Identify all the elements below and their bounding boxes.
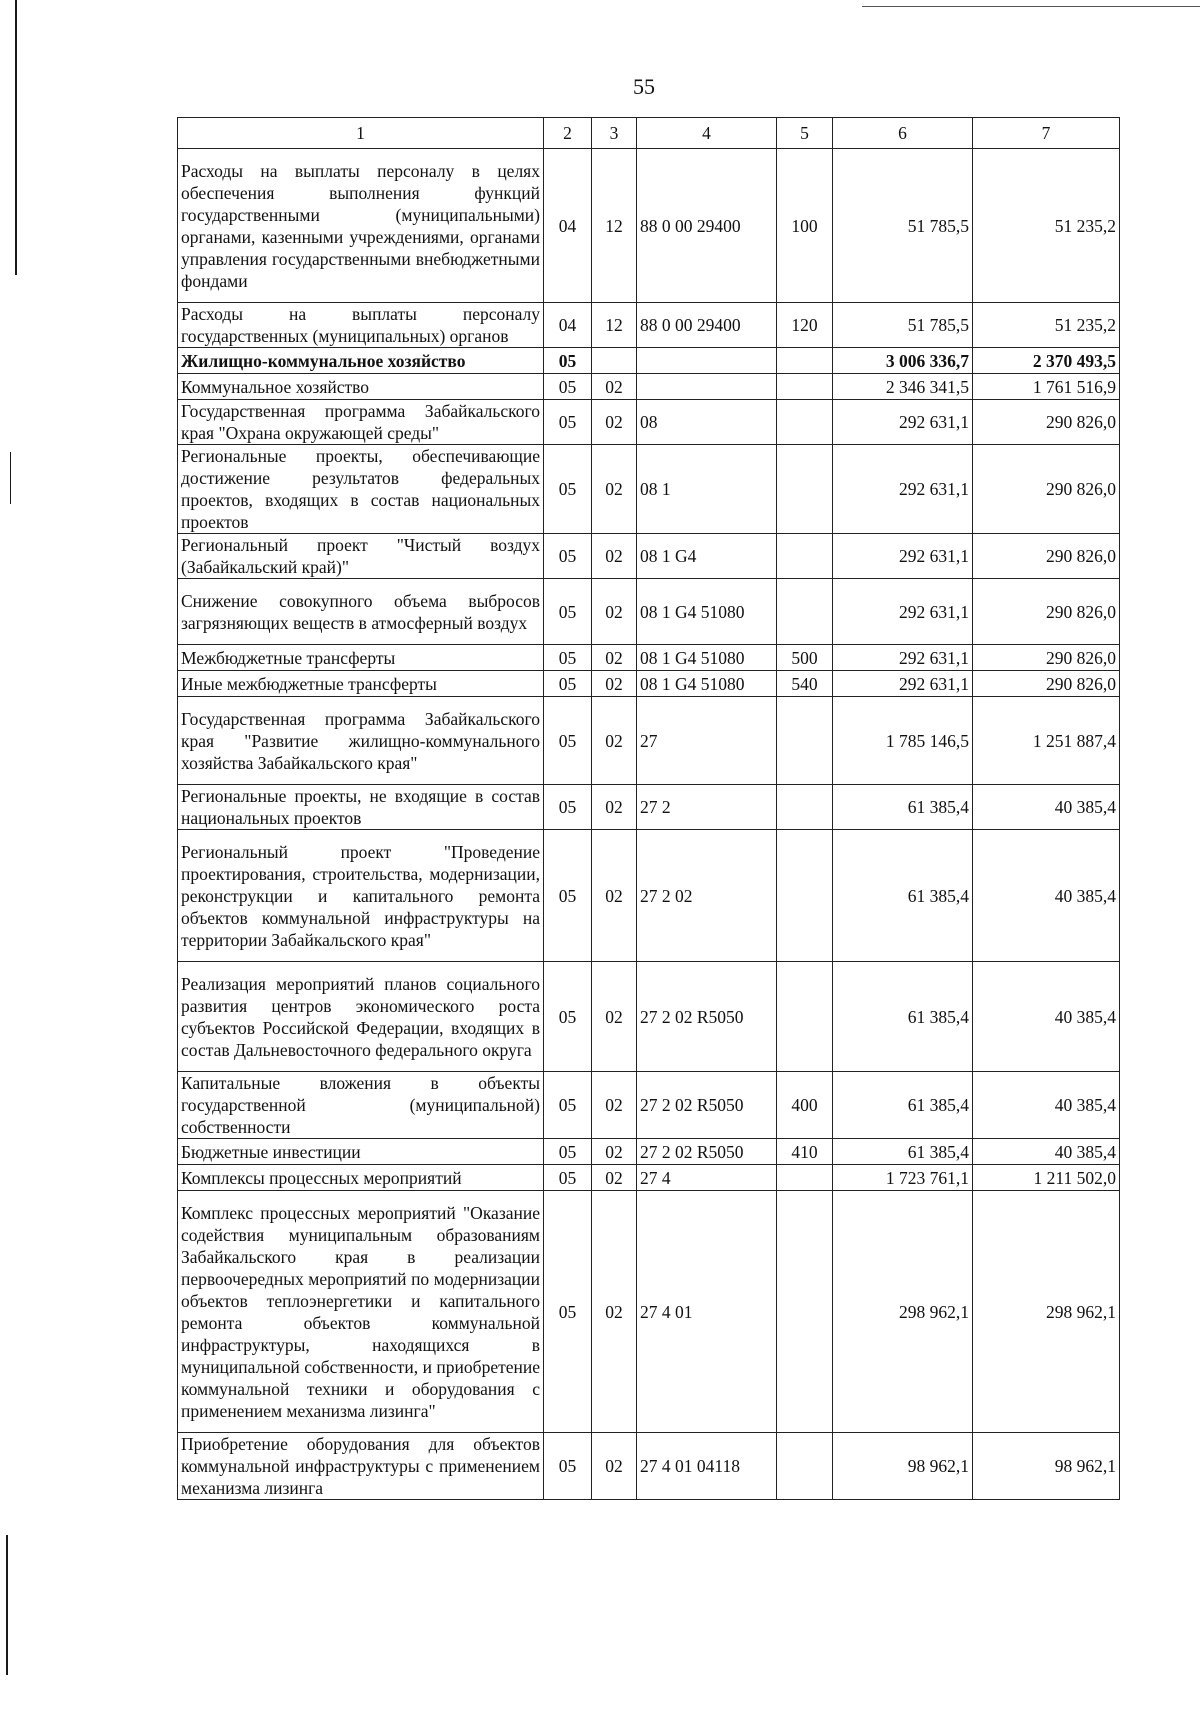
subsection-code-cell: 02 <box>592 445 637 534</box>
row-name-cell: Региональный проект "Проведение проектирования, строительства, модернизации, реконструкции и капитального ремонта объектов коммунальной инфраструктуры на территории Забайкальского края" <box>178 830 544 962</box>
section-code-cell: 05 <box>544 400 592 445</box>
table-row <box>178 1165 1120 1191</box>
expense-type-cell <box>777 962 833 1072</box>
top-edge-rule <box>862 6 1200 7</box>
amount-year1-cell: 61 385,4 <box>833 1072 973 1139</box>
column-header: 4 <box>637 118 777 149</box>
expense-type-cell: 540 <box>777 671 833 697</box>
target-article-cell: 27 4 01 <box>637 1191 777 1433</box>
column-header: 6 <box>833 118 973 149</box>
expense-type-cell <box>777 579 833 645</box>
amount-year1-cell: 298 962,1 <box>833 1191 973 1433</box>
section-code-cell: 05 <box>544 1433 592 1500</box>
amount-year2-cell: 2 370 493,5 <box>973 348 1120 374</box>
target-article-cell: 08 1 G4 51080 <box>637 671 777 697</box>
section-code-cell: 05 <box>544 1165 592 1191</box>
scan-edge-mark <box>15 0 17 275</box>
section-code-cell: 05 <box>544 445 592 534</box>
amount-year2-cell: 290 826,0 <box>973 645 1120 671</box>
table-row <box>178 1433 1120 1500</box>
table-row <box>178 1072 1120 1139</box>
amount-year1-cell: 98 962,1 <box>833 1433 973 1500</box>
row-name-cell: Государственная программа Забайкальского края "Развитие жилищно-коммунального хозяйства Забайкальского края" <box>178 697 544 785</box>
amount-year1-cell: 2 346 341,5 <box>833 374 973 400</box>
section-code-cell: 05 <box>544 671 592 697</box>
amount-year2-cell: 40 385,4 <box>973 785 1120 830</box>
target-article-cell: 88 0 00 29400 <box>637 149 777 303</box>
amount-year2-cell: 290 826,0 <box>973 400 1120 445</box>
amount-year1-cell: 61 385,4 <box>833 830 973 962</box>
target-article-cell: 27 2 02 R5050 <box>637 1139 777 1165</box>
row-name-cell: Межбюджетные трансферты <box>178 645 544 671</box>
row-name-cell: Региональные проекты, не входящие в состав национальных проектов <box>178 785 544 830</box>
amount-year1-cell: 3 006 336,7 <box>833 348 973 374</box>
amount-year1-cell: 1 723 761,1 <box>833 1165 973 1191</box>
expense-type-cell <box>777 374 833 400</box>
subsection-code-cell: 02 <box>592 1139 637 1165</box>
amount-year1-cell: 51 785,5 <box>833 149 973 303</box>
section-code-cell: 05 <box>544 962 592 1072</box>
amount-year2-cell: 290 826,0 <box>973 579 1120 645</box>
amount-year2-cell: 40 385,4 <box>973 962 1120 1072</box>
target-article-cell: 08 1 G4 <box>637 534 777 579</box>
expense-type-cell: 120 <box>777 303 833 348</box>
section-code-cell: 05 <box>544 348 592 374</box>
table-row <box>178 1139 1120 1165</box>
subsection-code-cell: 12 <box>592 149 637 303</box>
subsection-code-cell: 02 <box>592 645 637 671</box>
table-header-row <box>178 118 1120 149</box>
row-name-cell: Региональные проекты, обеспечивающие достижение результатов федеральных проектов, входящих в состав национальных проектов <box>178 445 544 534</box>
amount-year2-cell: 40 385,4 <box>973 1072 1120 1139</box>
column-header: 2 <box>544 118 592 149</box>
amount-year2-cell: 51 235,2 <box>973 303 1120 348</box>
target-article-cell: 27 2 <box>637 785 777 830</box>
section-code-cell: 05 <box>544 374 592 400</box>
row-name-cell: Расходы на выплаты персоналу в целях обеспечения выполнения функций государственными (муниципальными) органами, казенными учреждениями, органами управления государственными внебюджетными фондами <box>178 149 544 303</box>
subsection-code-cell: 02 <box>592 579 637 645</box>
expense-type-cell <box>777 1433 833 1500</box>
table-row <box>178 374 1120 400</box>
subsection-code-cell: 02 <box>592 671 637 697</box>
amount-year2-cell: 98 962,1 <box>973 1433 1120 1500</box>
expense-type-cell: 500 <box>777 645 833 671</box>
amount-year2-cell: 298 962,1 <box>973 1191 1120 1433</box>
target-article-cell: 27 4 01 04118 <box>637 1433 777 1500</box>
budget-table <box>177 117 1120 1500</box>
section-code-cell: 04 <box>544 303 592 348</box>
amount-year1-cell: 292 631,1 <box>833 534 973 579</box>
section-code-cell: 05 <box>544 785 592 830</box>
target-article-cell: 27 2 02 R5050 <box>637 1072 777 1139</box>
expense-type-cell: 400 <box>777 1072 833 1139</box>
row-name-cell: Региональный проект "Чистый воздух (Забайкальский край)" <box>178 534 544 579</box>
target-article-cell <box>637 348 777 374</box>
amount-year2-cell: 290 826,0 <box>973 671 1120 697</box>
amount-year2-cell: 1 251 887,4 <box>973 697 1120 785</box>
amount-year2-cell: 290 826,0 <box>973 445 1120 534</box>
amount-year1-cell: 292 631,1 <box>833 400 973 445</box>
amount-year1-cell: 292 631,1 <box>833 445 973 534</box>
table-row <box>178 1191 1120 1433</box>
target-article-cell: 27 2 02 R5050 <box>637 962 777 1072</box>
subsection-code-cell: 02 <box>592 374 637 400</box>
expense-type-cell <box>777 830 833 962</box>
subsection-code-cell: 02 <box>592 785 637 830</box>
table-row <box>178 830 1120 962</box>
amount-year2-cell: 1 761 516,9 <box>973 374 1120 400</box>
subsection-code-cell <box>592 348 637 374</box>
section-code-cell: 05 <box>544 697 592 785</box>
scan-edge-mark <box>6 1535 8 1675</box>
row-name-cell: Бюджетные инвестиции <box>178 1139 544 1165</box>
row-name-cell: Комплексы процессных мероприятий <box>178 1165 544 1191</box>
row-name-cell: Жилищно-коммунальное хозяйство <box>178 348 544 374</box>
subsection-code-cell: 02 <box>592 400 637 445</box>
subsection-code-cell: 02 <box>592 1165 637 1191</box>
amount-year2-cell: 40 385,4 <box>973 830 1120 962</box>
table-row <box>178 534 1120 579</box>
expense-type-cell: 410 <box>777 1139 833 1165</box>
section-code-cell: 05 <box>544 1191 592 1433</box>
amount-year1-cell: 61 385,4 <box>833 962 973 1072</box>
target-article-cell: 08 <box>637 400 777 445</box>
section-code-cell: 05 <box>544 579 592 645</box>
table-row <box>178 785 1120 830</box>
row-name-cell: Расходы на выплаты персоналу государственных (муниципальных) органов <box>178 303 544 348</box>
expense-type-cell <box>777 1191 833 1433</box>
target-article-cell: 27 4 <box>637 1165 777 1191</box>
target-article-cell: 08 1 <box>637 445 777 534</box>
expense-type-cell <box>777 534 833 579</box>
table-row <box>178 445 1120 534</box>
expense-type-cell <box>777 697 833 785</box>
expense-type-cell <box>777 348 833 374</box>
subsection-code-cell: 02 <box>592 1072 637 1139</box>
expense-type-cell <box>777 1165 833 1191</box>
row-name-cell: Коммунальное хозяйство <box>178 374 544 400</box>
subsection-code-cell: 12 <box>592 303 637 348</box>
amount-year1-cell: 1 785 146,5 <box>833 697 973 785</box>
column-header: 5 <box>777 118 833 149</box>
row-name-cell: Комплекс процессных мероприятий "Оказание содействия муниципальным образованиям Забайкальского края в реализации первоочередных мероприятий по модернизации объектов теплоэнергетики и капитального ремонта объектов коммунальной инфраструктуры, находящихся в муниципальной собственности, и приобретение коммунальной техники и оборудования с применением механизма лизинга" <box>178 1191 544 1433</box>
section-code-cell: 05 <box>544 645 592 671</box>
target-article-cell <box>637 374 777 400</box>
amount-year1-cell: 61 385,4 <box>833 785 973 830</box>
amount-year1-cell: 292 631,1 <box>833 645 973 671</box>
expense-type-cell <box>777 400 833 445</box>
expense-type-cell <box>777 785 833 830</box>
target-article-cell: 08 1 G4 51080 <box>637 579 777 645</box>
subsection-code-cell: 02 <box>592 962 637 1072</box>
target-article-cell: 27 <box>637 697 777 785</box>
row-name-cell: Государственная программа Забайкальского края "Охрана окружающей среды" <box>178 400 544 445</box>
table-row <box>178 645 1120 671</box>
amount-year2-cell: 51 235,2 <box>973 149 1120 303</box>
table-row <box>178 149 1120 303</box>
table-row <box>178 962 1120 1072</box>
row-name-cell: Реализация мероприятий планов социального развития центров экономического роста субъектов Российской Федерации, входящих в состав Дальневосточного федерального округа <box>178 962 544 1072</box>
target-article-cell: 08 1 G4 51080 <box>637 645 777 671</box>
subsection-code-cell: 02 <box>592 697 637 785</box>
amount-year1-cell: 51 785,5 <box>833 303 973 348</box>
amount-year1-cell: 61 385,4 <box>833 1139 973 1165</box>
column-header: 7 <box>973 118 1120 149</box>
row-name-cell: Капитальные вложения в объекты государственной (муниципальной) собственности <box>178 1072 544 1139</box>
table-row <box>178 697 1120 785</box>
column-header: 1 <box>178 118 544 149</box>
table-row <box>178 400 1120 445</box>
section-code-cell: 05 <box>544 1072 592 1139</box>
expense-type-cell <box>777 445 833 534</box>
section-code-cell: 05 <box>544 534 592 579</box>
amount-year2-cell: 290 826,0 <box>973 534 1120 579</box>
section-code-cell: 05 <box>544 830 592 962</box>
amount-year1-cell: 292 631,1 <box>833 579 973 645</box>
amount-year2-cell: 1 211 502,0 <box>973 1165 1120 1191</box>
row-name-cell: Иные межбюджетные трансферты <box>178 671 544 697</box>
expense-type-cell: 100 <box>777 149 833 303</box>
subsection-code-cell: 02 <box>592 830 637 962</box>
row-name-cell: Приобретение оборудования для объектов коммунальной инфраструктуры с применением механизма лизинга <box>178 1433 544 1500</box>
target-article-cell: 88 0 00 29400 <box>637 303 777 348</box>
subsection-code-cell: 02 <box>592 1433 637 1500</box>
amount-year2-cell: 40 385,4 <box>973 1139 1120 1165</box>
target-article-cell: 27 2 02 <box>637 830 777 962</box>
amount-year1-cell: 292 631,1 <box>833 671 973 697</box>
section-code-cell: 05 <box>544 1139 592 1165</box>
subsection-code-cell: 02 <box>592 1191 637 1433</box>
row-name-cell: Снижение совокупного объема выбросов загрязняющих веществ в атмосферный воздух <box>178 579 544 645</box>
table-row <box>178 671 1120 697</box>
scan-edge-mark <box>10 452 11 504</box>
table-body <box>178 118 1120 1500</box>
page-number: 55 <box>633 74 655 99</box>
table-row <box>178 303 1120 348</box>
column-header: 3 <box>592 118 637 149</box>
table-row <box>178 348 1120 374</box>
subsection-code-cell: 02 <box>592 534 637 579</box>
table-row <box>178 579 1120 645</box>
section-code-cell: 04 <box>544 149 592 303</box>
